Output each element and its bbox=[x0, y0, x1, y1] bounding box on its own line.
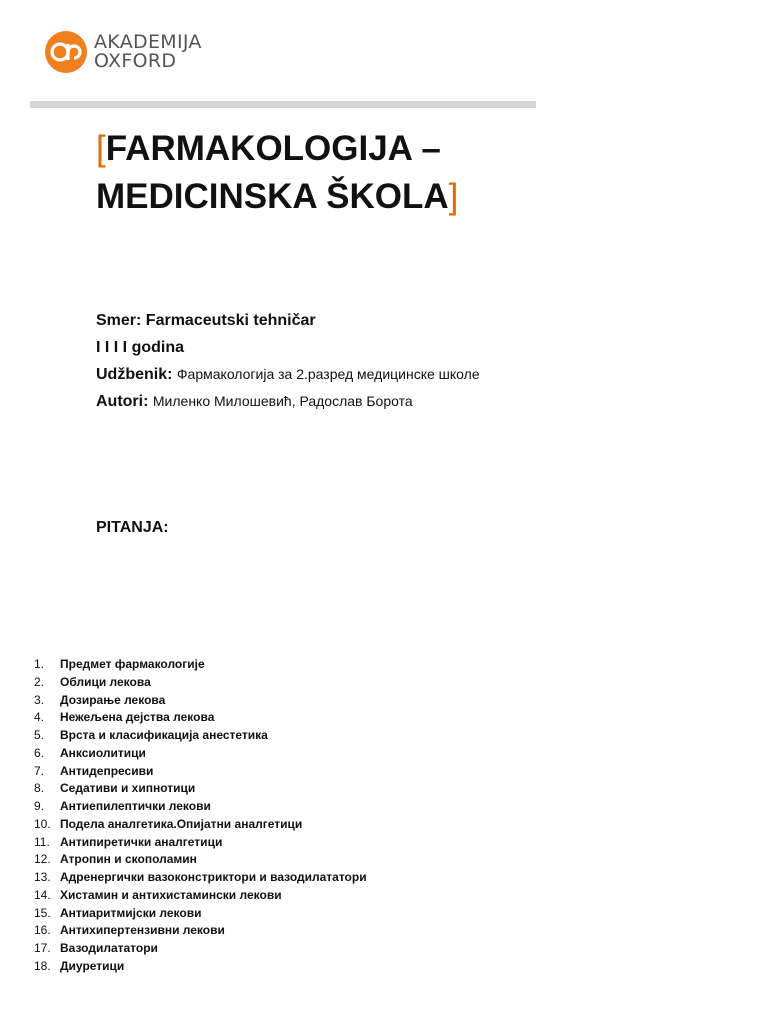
question-number: 13. bbox=[34, 870, 51, 884]
question-number: 9. bbox=[34, 799, 45, 813]
logo-line-1: AKADEMIJA bbox=[94, 31, 202, 53]
question-number: 12. bbox=[34, 852, 51, 867]
question-text: Нежељена дејства лекова bbox=[60, 710, 215, 725]
question-text: Вазодилататори bbox=[60, 941, 158, 955]
question-item bbox=[34, 905, 367, 923]
question-item bbox=[34, 656, 367, 674]
question-number: 5. bbox=[34, 728, 45, 742]
question-number: 14. bbox=[34, 887, 51, 902]
header-divider bbox=[30, 101, 536, 108]
autori-label: Autori: bbox=[96, 393, 149, 410]
title-line-1 bbox=[96, 125, 458, 173]
question-number: 2. bbox=[34, 674, 45, 689]
logo-line-2: OXFORD bbox=[94, 50, 177, 72]
question-text: Подела аналгетика.Опијатни аналгетици bbox=[60, 816, 303, 831]
question-text: Антипиретички аналгетици bbox=[60, 834, 223, 849]
akademija-oxford-logo-icon bbox=[44, 30, 88, 74]
question-number: 8. bbox=[34, 781, 45, 796]
title-text-1: FARMAKOLOGIJA – bbox=[105, 129, 441, 168]
title-text-2: MEDICINSKA ŠKOLA bbox=[96, 177, 449, 216]
godina-line: I I I I godina bbox=[96, 339, 184, 356]
question-text: Антидепресиви bbox=[60, 763, 154, 778]
autori-line bbox=[96, 388, 480, 415]
question-text: Хистамин и антихистамински лекови bbox=[60, 887, 282, 902]
question-text: Врста и класификација анестетика bbox=[60, 728, 268, 742]
question-number: 4. bbox=[34, 710, 45, 725]
question-item bbox=[34, 709, 367, 727]
logo-text bbox=[94, 33, 202, 71]
question-text: Атропин и скополамин bbox=[60, 852, 197, 867]
question-number: 16. bbox=[34, 923, 51, 938]
question-text: Анксиолитици bbox=[60, 745, 146, 760]
question-number: 18. bbox=[34, 958, 51, 973]
question-item bbox=[34, 869, 367, 887]
title-line-2 bbox=[96, 173, 458, 221]
question-item bbox=[34, 834, 367, 852]
question-text: Облици лекова bbox=[60, 674, 151, 689]
question-number: 3. bbox=[34, 692, 45, 707]
question-item bbox=[34, 763, 367, 781]
question-item bbox=[34, 958, 367, 976]
question-item bbox=[34, 887, 367, 905]
question-text: Диуретици bbox=[60, 958, 125, 973]
question-text: Антихипертензивни лекови bbox=[60, 923, 225, 938]
questions-list bbox=[34, 656, 367, 976]
question-item bbox=[34, 674, 367, 692]
title-open-bracket: [ bbox=[96, 129, 106, 168]
question-number: 6. bbox=[34, 745, 45, 760]
title-close-bracket: ] bbox=[448, 177, 459, 216]
question-number: 7. bbox=[34, 763, 45, 778]
autori-value: Миленко Милошевић, Радослав Борота bbox=[152, 393, 413, 409]
question-item bbox=[34, 798, 367, 816]
question-text: Антиепилептички лекови bbox=[60, 799, 211, 813]
logo bbox=[44, 30, 202, 74]
question-text: Дозирање лекова bbox=[60, 692, 166, 707]
question-item bbox=[34, 940, 367, 958]
question-number: 11. bbox=[34, 834, 50, 849]
question-text: Адренергички вазоконстриктори и вазодилататори bbox=[60, 870, 367, 884]
pitanja-heading: PITANJA: bbox=[96, 519, 169, 536]
question-text: Предмет фармакологије bbox=[60, 657, 205, 671]
smer-line: Smer: Farmaceutski tehničar bbox=[96, 312, 316, 329]
question-item bbox=[34, 851, 367, 869]
document-title bbox=[96, 125, 458, 221]
question-number: 10. bbox=[34, 816, 51, 831]
udzbenik-line bbox=[96, 361, 480, 388]
question-item bbox=[34, 816, 367, 834]
udzbenik-label: Udžbenik: bbox=[96, 366, 173, 383]
udzbenik-value: Фармакологија за 2.разред медицинске школе bbox=[176, 366, 480, 382]
question-item bbox=[34, 922, 367, 940]
question-item bbox=[34, 745, 367, 763]
question-number: 1. bbox=[34, 657, 45, 671]
question-number: 15. bbox=[34, 905, 51, 920]
question-text: Антиаритмијски лекови bbox=[60, 905, 202, 920]
question-item bbox=[34, 727, 367, 745]
document-meta bbox=[96, 307, 480, 415]
question-number: 17. bbox=[34, 941, 51, 955]
question-text: Седативи и хипнотици bbox=[60, 781, 196, 796]
question-item bbox=[34, 692, 367, 710]
question-item bbox=[34, 780, 367, 798]
